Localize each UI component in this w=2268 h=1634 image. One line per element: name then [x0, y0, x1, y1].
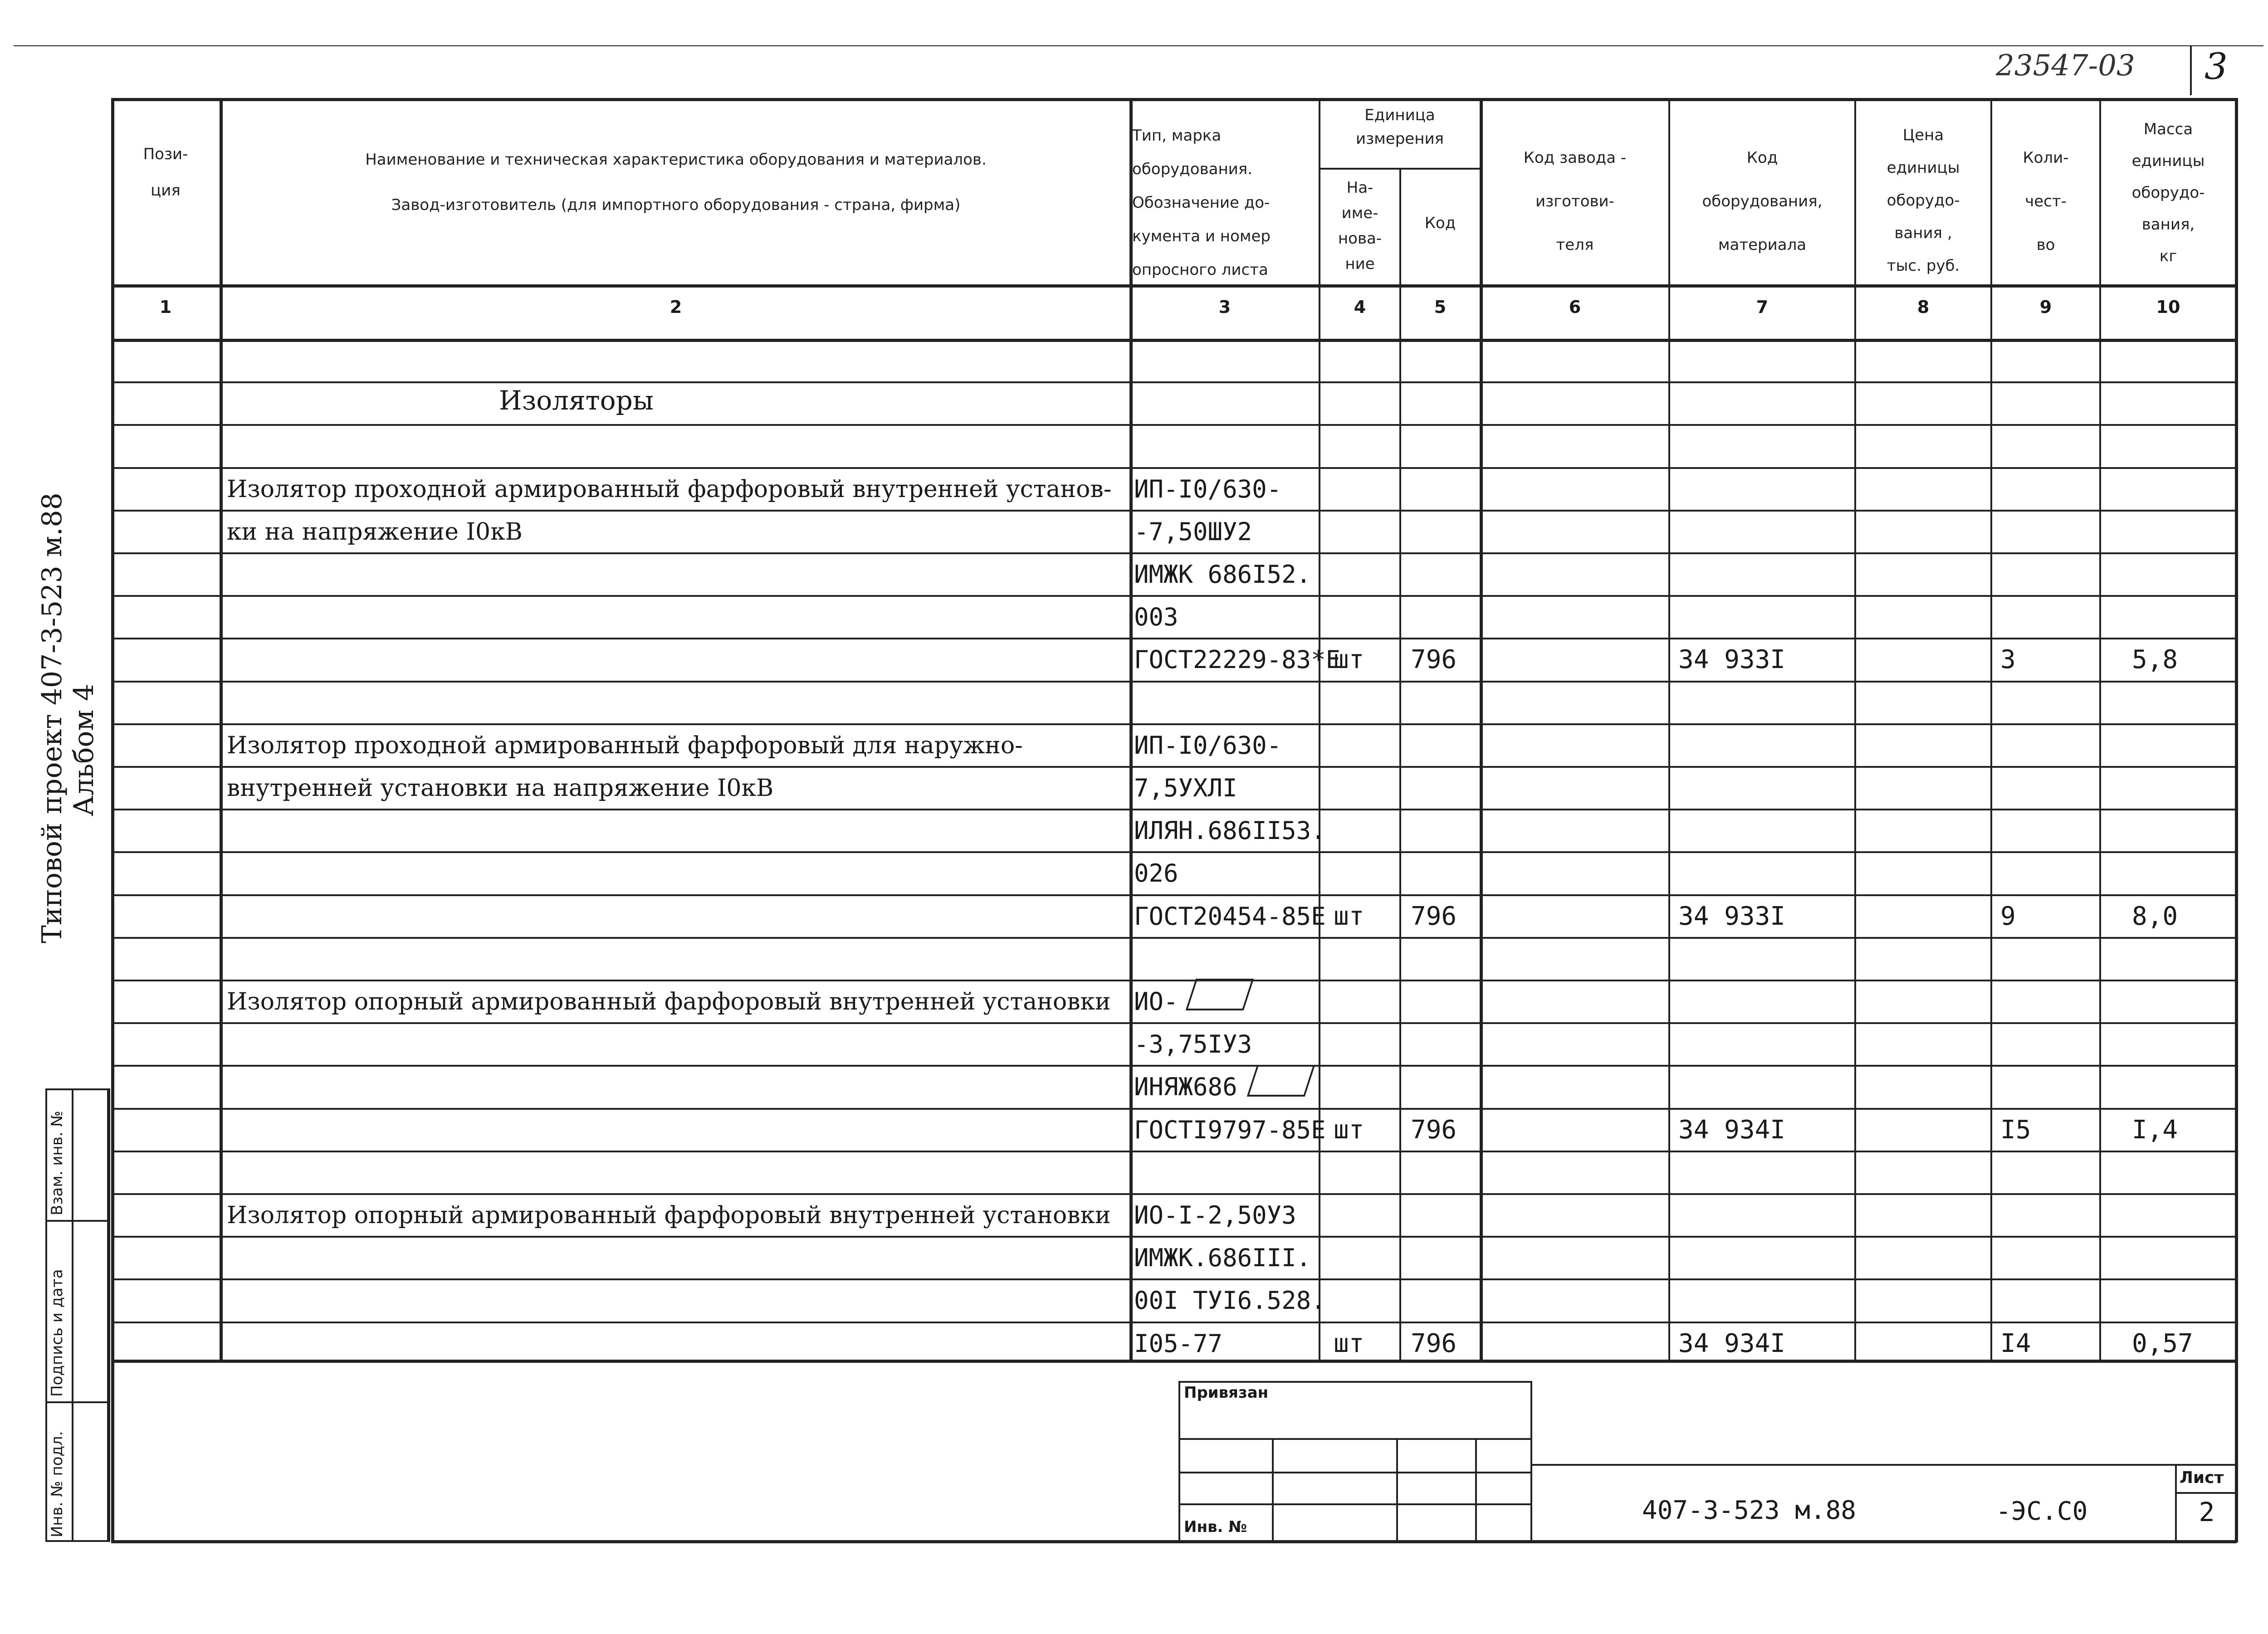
cell-unit: шт — [1334, 901, 1364, 931]
col-num-1: 1 — [159, 297, 172, 317]
cell-equip-code: 34 934I — [1678, 1328, 1786, 1358]
cell-qty: I4 — [2000, 1328, 2031, 1358]
cell-qty: 3 — [2000, 645, 2016, 675]
row-separator-left — [111, 1151, 220, 1152]
cell-unit-code: 796 — [1411, 645, 1457, 675]
row-separator-left — [111, 1022, 220, 1024]
cell-type: 00I ТУI6.528. — [1134, 1286, 1326, 1315]
cell-type: ИМЖК 686I52. — [1134, 560, 1311, 589]
row-separator-left — [111, 552, 220, 554]
col-num-8: 8 — [1917, 297, 1930, 317]
inv-label: Инв. № — [1184, 1518, 1247, 1536]
row-separator-left — [111, 1065, 220, 1067]
cell-unit-code: 796 — [1411, 1115, 1457, 1145]
header-name-line2: Завод-изготовитель (для импортного оборудования - страна, фирма) — [391, 196, 961, 214]
col-num-9: 9 — [2039, 297, 2052, 317]
cell-type: ИМЖК.686III. — [1134, 1244, 1311, 1273]
col-num-4: 4 — [1354, 297, 1366, 317]
row-separator-left — [111, 1278, 220, 1280]
sheet-number: 2 — [2199, 1497, 2215, 1527]
row-separator — [220, 681, 2235, 683]
footer-project-code: 407-3-523 м.88 — [1642, 1496, 1857, 1525]
cell-unit-code: 796 — [1411, 1328, 1457, 1358]
header-position: Пози- ция — [143, 145, 188, 200]
col-num-6: 6 — [1569, 297, 1581, 317]
row-separator-left — [111, 894, 220, 896]
section-title: Изоляторы — [499, 385, 654, 416]
row-separator — [220, 424, 2235, 426]
col-num-3: 3 — [1218, 297, 1231, 317]
side-title-line2: Альбом 4 — [68, 683, 100, 816]
row-separator-left — [111, 638, 220, 639]
cell-qty: 9 — [2000, 901, 2016, 931]
cell-name: Изолятор опорный армированный фарфоровый внутренней установки — [227, 1202, 1111, 1229]
header-unit-group: Единица измерения — [1355, 106, 1444, 148]
header-maker-code: Код завода - изготови- теля — [1523, 149, 1627, 254]
cell-type: -7,50ШУ2 — [1134, 517, 1252, 546]
blank-box-2 — [1247, 1065, 1315, 1097]
side-title-line1: Типовой проект 407-3-523 м.88 — [36, 493, 68, 943]
row-separator-left — [111, 980, 220, 981]
cell-unit: шт — [1334, 1328, 1364, 1358]
header-name-line1: Наименование и техническая характеристика оборудования и материалов. — [365, 151, 987, 169]
footer-doc-code: -ЭС.С0 — [1996, 1497, 2088, 1526]
cell-type: ИО- — [1134, 987, 1178, 1016]
bound-stamp — [1178, 1381, 1532, 1543]
row-separator — [220, 595, 2235, 597]
row-separator-left — [111, 851, 220, 853]
header-mass: Масса единицы оборудо- вания, кг — [2131, 120, 2205, 265]
cell-type: 003 — [1134, 603, 1178, 632]
blank-box-1 — [1186, 979, 1254, 1010]
cell-unit: шт — [1334, 1115, 1364, 1145]
col-num-5: 5 — [1434, 297, 1447, 317]
stamp-label-inventory: Инв. № подл. — [48, 1431, 66, 1537]
cell-type: 7,5УХЛI — [1134, 774, 1237, 802]
cell-type: I05-77 — [1134, 1329, 1223, 1358]
cell-mass: 0,57 — [2132, 1328, 2193, 1358]
footer-top-line — [1532, 1464, 2237, 1466]
row-separator-left — [111, 1236, 220, 1238]
cell-type: -3,75IУЗ — [1134, 1030, 1252, 1059]
row-separator-left — [111, 809, 220, 810]
header-unit-name: На- име- нова- ние — [1338, 179, 1382, 273]
stamp-label-replace: Взам. инв. № — [48, 1111, 66, 1215]
cell-equip-code: 34 933I — [1678, 901, 1786, 931]
cell-type: ИП-I0/630- — [1134, 474, 1282, 503]
cell-name: внутренней установки на напряжение I0кВ — [227, 775, 774, 802]
row-separator — [220, 1322, 2235, 1323]
top-page-number: 3 — [2204, 45, 2228, 88]
sheet-label: Лист — [2180, 1468, 2224, 1487]
row-separator-left — [111, 510, 220, 512]
cell-type: ИО-I-2,50УЗ — [1134, 1201, 1296, 1229]
footer-bottom-line — [111, 1540, 2237, 1543]
cell-unit-code: 796 — [1411, 901, 1457, 931]
cell-name: ки на напряжение I0кВ — [227, 518, 523, 546]
cell-mass: 8,0 — [2132, 901, 2178, 931]
stamp-label-signature: Подпись и дата — [48, 1269, 66, 1397]
cell-qty: I5 — [2000, 1115, 2031, 1145]
row-separator-left — [111, 1322, 220, 1323]
row-separator-left — [111, 595, 220, 597]
row-separator — [220, 1151, 2235, 1152]
col-num-7: 7 — [1756, 297, 1769, 317]
cell-equip-code: 34 934I — [1678, 1115, 1786, 1145]
cell-equip-code: 34 933I — [1678, 645, 1786, 675]
header-price: Цена единицы оборудо- вания , тыс. руб. — [1887, 126, 1960, 275]
header-type: Тип, марка оборудования. Обозначение до- кумента и номер опросного листа — [1132, 127, 1271, 279]
row-separator-left — [111, 937, 220, 939]
row-separator-left — [111, 766, 220, 768]
cell-name: Изолятор опорный армированный фарфоровый внутренней установки — [227, 988, 1111, 1015]
col-num-10: 10 — [2156, 297, 2180, 317]
cell-type: ГОСТI9797-85Е — [1134, 1115, 1326, 1144]
cell-mass: 5,8 — [2132, 645, 2178, 675]
cell-type: ГОСТ20454-85Е — [1134, 902, 1326, 931]
sheet-divider — [2175, 1464, 2177, 1541]
cell-type: ИНЯЖ686 — [1134, 1073, 1237, 1102]
document-number: 23547-03 — [1996, 49, 2135, 83]
header-unit-code: Код — [1424, 214, 1456, 232]
cell-type: 026 — [1134, 859, 1178, 888]
row-separator — [220, 937, 2235, 939]
cell-type: ГОСТ22229-83*Е — [1134, 645, 1341, 674]
row-separator-left — [111, 467, 220, 469]
row-separator-left — [111, 1193, 220, 1195]
row-separator-left — [111, 1108, 220, 1110]
cell-mass: I,4 — [2132, 1115, 2178, 1145]
cell-type: ИЛЯН.686II53. — [1134, 816, 1326, 845]
cell-type: ИП-I0/630- — [1134, 731, 1282, 760]
col-num-2: 2 — [670, 297, 682, 317]
cell-name: Изолятор проходной армированный фарфоровый для наружно- — [227, 732, 1023, 759]
row-separator-left — [111, 381, 220, 383]
row-separator-left — [111, 723, 220, 725]
row-separator-left — [111, 424, 220, 426]
row-separator-left — [111, 681, 220, 683]
cell-name: Изолятор проходной армированный фарфоровый внутренней установ- — [227, 475, 1112, 503]
bound-label: Привязан — [1184, 1384, 1269, 1402]
row-separator — [220, 851, 2235, 853]
header-equipment-code: Код оборудования, материала — [1702, 149, 1823, 254]
cell-unit: шт — [1334, 645, 1364, 675]
sheet-label-line — [2175, 1492, 2237, 1494]
header-quantity: Коли- чест- во — [2023, 149, 2069, 254]
